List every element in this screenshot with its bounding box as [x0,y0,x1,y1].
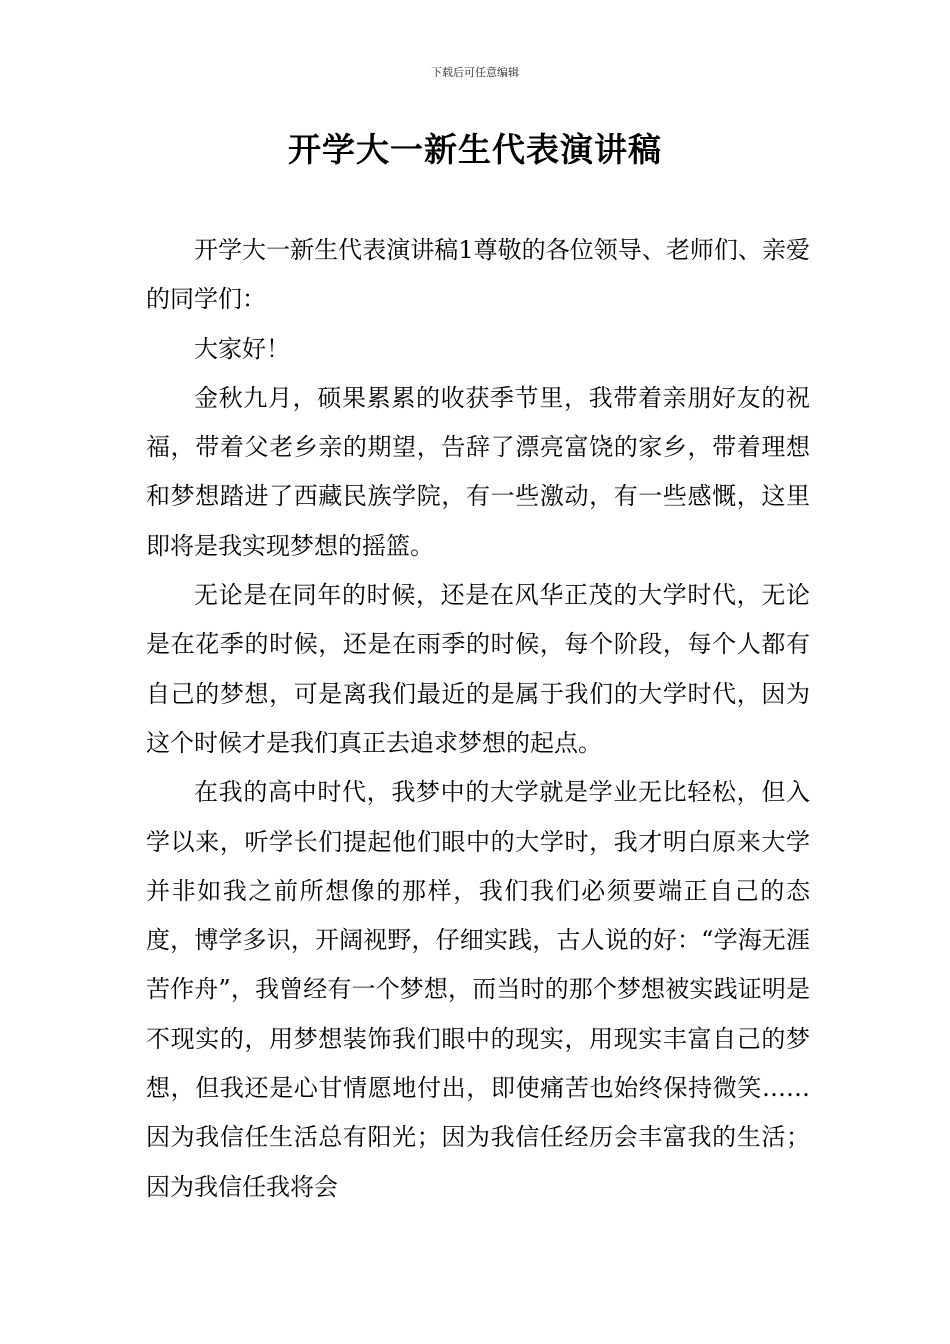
paragraph-greeting: 开学大一新生代表演讲稿1尊敬的各位领导、老师们、亲爱的同学们： [146,236,810,314]
paragraph-high-school: 在我的高中时代，我梦中的大学就是学业无比轻松，但入学以来，听学长们提起他们眼中的大学时，我才明白原来大学并非如我之前所想像的那样，我们我们必须要端正自己的态度，博学多识，开阔视野，仔细实践，古人说的好：“学海无涯苦作舟”，我曾经有一个梦想，而当时的那个梦想被实践证明是不现实的，用梦想装饰我们眼中的现实，用现实丰富自己的梦想，但我还是心甘情愿地付出，即使痛苦也始终保持微笑……因为我信任生活总有阳光；因为我信任经历会丰富我的生活；因为我信任我将会 [146,778,810,1201]
paragraph-autumn: 金秋九月，硕果累累的收获季节里，我带着亲朋好友的祝福，带着父老乡亲的期望，告辞了漂亮富饶的家乡，带着理想和梦想踏进了西藏民族学院，有一些激动，有一些感慨，这里即将是我实现梦想的摇篮。 [146,383,810,560]
document-title: 开学大一新生代表演讲稿 [288,130,662,169]
paragraph-dreams: 无论是在同年的时候，还是在风华正茂的大学时代，无论是在花季的时候，还是在雨季的时候，每个阶段，每个人都有自己的梦想，可是离我们最近的是属于我们的大学时代，因为这个时候才是我们真正去追求梦想的起点。 [146,581,810,757]
document-body [146,226,810,1212]
header-note: 下载后可任意编辑 [431,66,519,79]
paragraph-hello: 大家好！ [194,334,290,363]
